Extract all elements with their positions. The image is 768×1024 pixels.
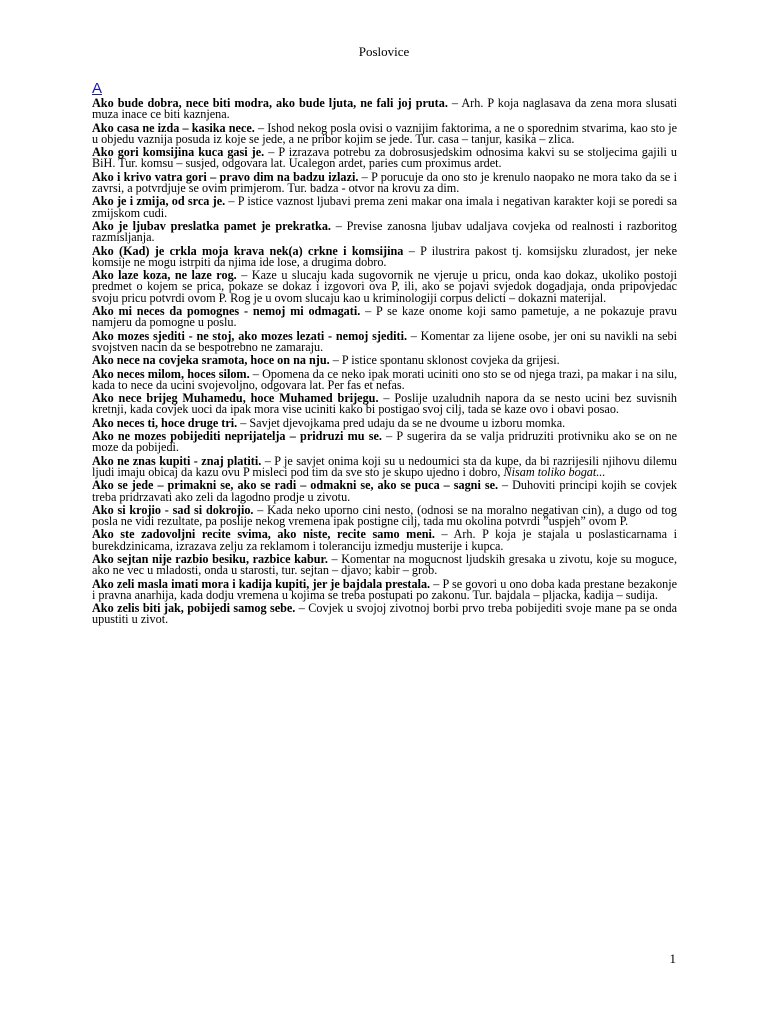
proverb-phrase: Ako neces milom, hoces silom.: [92, 366, 250, 381]
proverb-phrase: Ako je i zmija, od srca je.: [92, 194, 226, 209]
proverb-explanation: – Arh. P koja naglasava da zena mora slusati muza inace ce biti kaznjena.: [92, 96, 677, 122]
proverb-entry: [92, 243, 677, 269]
proverb-explanation: – P se govori u ono doba kada prestane bezakonje i pravna anarhija, kada dodju vremena u kojima se treba postupati po zakonu. Tur. bajdala – pljacka, kadija – sudija.: [92, 576, 677, 602]
proverb-explanation: – Komentar za lijene osobe, jer oni su navikli na sebi svojstven nacin da se bespotrebno ne zamaraju.: [92, 328, 677, 354]
proverb-entry: [92, 303, 677, 330]
proverb-explanation: – Poslije uzaludnih napora da se nesto ucini bez suvisnih kretnji, kada covjek uoci da ipak mora vise uciniti kako bi postigao svoj cilj, tada se kaze ovo i obavi posao.: [92, 391, 677, 417]
proverb-entry: [92, 529, 677, 551]
proverb-entry: [92, 502, 677, 529]
section-letter-link[interactable]: A: [92, 80, 103, 97]
page-number: 1: [669, 951, 676, 966]
proverb-explanation: – P ilustrira pakost tj. komsijsku zluradost, jer neke komsije ne mogu istrpiti da njima ide lose, a drugima dobro.: [92, 243, 677, 269]
proverb-phrase: Ako laze koza, ne laze rog.: [92, 268, 237, 283]
proverb-phrase: Ako i krivo vatra gori – pravo dim na badzu izlazi.: [92, 169, 359, 184]
proverb-phrase: Ako ne znas kupiti - znaj platiti.: [92, 453, 262, 468]
proverb-phrase: Ako ste zadovoljni recite svima, ako niste, recite samo meni.: [92, 527, 435, 542]
proverb-phrase: Ako (Kad) je crkla moja krava nek(a) crkne i komsijina: [92, 243, 404, 258]
proverb-phrase: Ako se jede – primakni se, ako se radi – odmakni se, ako se puca – sagni se.: [92, 478, 499, 493]
proverb-explanation: – P je savjet onima koji su u nedoumici sta da kupe, da bi razrijesili njihovu dilemu ljudi imaju obicaj da kazu ovu P misleci pod tim da sve sto je skupo ujedno i dobro,: [92, 453, 677, 479]
proverb-phrase: Ako bude dobra, nece biti modra, ako bude ljuta, ne fali joj pruta.: [92, 96, 448, 110]
proverb-entry: [92, 328, 677, 354]
proverb-entry: [92, 554, 677, 576]
proverb-phrase: Ako nece na covjeka sramota, hoce on na nju.: [92, 353, 330, 368]
proverb-explanation: – P se kaze onome koji samo pametuje, a ne pokazuje pravu namjeru da pomogne u poslu.: [92, 303, 677, 330]
proverb-italic-note: Nisam toliko bogat...: [503, 464, 606, 479]
proverb-entry: [92, 453, 677, 479]
proverb-entry: [92, 147, 677, 169]
proverb-entry: [92, 169, 677, 195]
proverb-phrase: Ako sejtan nije razbio besiku, razbice kabur.: [92, 552, 328, 567]
proverb-entry: [92, 270, 677, 304]
proverb-phrase: Ako gori komsijina kuca gasi je.: [92, 145, 265, 160]
proverb-explanation: – Savjet djevojkama pred udaju da se ne dvoume u izboru momka.: [237, 415, 566, 430]
proverb-explanation: – Kada neko uporno cini nesto, (odnosi se na moralno negativan cin), a dugo od tog posla ne vidi rezultate, pa poslije nekog vremena ipak postigne cilj, tada mu okolina potvrdi ”uspjeh” ovom P.: [92, 502, 677, 529]
proverb-phrase: Ako si krojio - sad si dokrojio.: [92, 502, 254, 517]
proverb-explanation: – Duhoviti principi kojih se covjek treba pridrzavati ako zeli da lagodno prodje u zivotu.: [92, 478, 677, 504]
entries-container: [92, 98, 677, 626]
proverb-explanation: – Opomena da ce neko ipak morati uciniti ono sto se od njega trazi, pa makar i na silu, kada to nece da ucini svojevoljno, odgovara lat. Per fas et nefas.: [92, 366, 677, 392]
proverb-phrase: Ako mozes sjediti - ne stoj, ako mozes lezati - nemoj sjediti.: [92, 328, 408, 343]
proverb-entry: [92, 366, 677, 392]
proverb-phrase: Ako ne mozes pobijediti neprijatelja – pridruzi mu se.: [92, 429, 382, 444]
proverb-explanation: – Komentar na mogucnost ljudskih gresaka u zivotu, koje su moguce, ako ne vec u mladosti, onda u starosti, tur. sejtan – djavo; kabir – grob.: [92, 552, 678, 578]
proverb-explanation: – P izrazava potrebu za dobrosusjedskim odnosima kakvi su se stoljecima gajili u BiH. Tur. komsu – susjed, odgovara lat. Ucalegon ardet, paries cum proximus ardet.: [92, 145, 677, 171]
proverb-phrase: Ako zelis biti jak, pobijedi samog sebe.: [92, 601, 296, 616]
proverb-phrase: Ako casa ne izda – kasika nece.: [92, 120, 255, 135]
proverb-entry: [92, 98, 677, 120]
proverb-entry: [92, 576, 677, 602]
proverb-entry: [92, 355, 677, 366]
proverb-entry: [92, 480, 677, 502]
proverb-explanation: – P porucuje da ono sto je krenulo naopako ne mora tako da se i zavrsi, a potvrdjuje se ovim primjerom. Tur. badza - otvor na krovu za dim.: [92, 169, 677, 195]
proverb-explanation: – P sugerira da se valja pridruziti protivniku ako se on ne moze da pobijedi.: [92, 429, 677, 455]
proverb-phrase: Ako je ljubav preslatka pamet je prekratka.: [92, 218, 331, 233]
proverb-explanation: – P istice vaznost ljubavi prema zeni makar ona imala i negativan karakter koji se poredi sa zmijskom cudi.: [92, 194, 677, 220]
proverbs-list: [92, 81, 677, 628]
proverb-explanation: – P istice spontanu sklonost covjeka da grijesi.: [329, 353, 560, 368]
proverb-entry: [92, 415, 677, 430]
proverb-phrase: Ako mi neces da pomognes - nemoj mi odmagati.: [92, 303, 361, 318]
proverb-phrase: Ako nece brijeg Muhamedu, hoce Muhamed brijegu.: [92, 391, 379, 406]
page-header-title: Poslovice: [358, 44, 410, 59]
proverb-explanation: – Ishod nekog posla ovisi o vaznijim faktorima, a ne o sporednim stvarima, kao sto je u objedu vaznija posuda iz koje se jede, a ne pribor kojim se jede. Tur. casa – tanjur, kasika – zlica.: [92, 120, 678, 146]
proverb-explanation: – Arh. P koja je stajala u poslasticarnama i burekdzinicama, izrazava zelju za reklamom i toleranciju izmedju musterije i kupca.: [92, 527, 677, 553]
proverb-entry: [92, 196, 677, 218]
proverb-entry: [92, 120, 678, 146]
proverb-entry: [92, 393, 677, 415]
proverb-explanation: – Covjek u svojoj zivotnoj borbi prvo treba pobijediti svoje mane pa se onda upustiti u zivot.: [92, 601, 677, 627]
proverb-explanation: – Previse zanosna ljubav udaljava covjeka od realnosti i razboritog razmisljanja.: [92, 218, 677, 245]
proverb-entry: [92, 431, 677, 453]
proverb-phrase: Ako zeli masla imati mora i kadija kupiti, jer je bajdala prestala.: [92, 576, 431, 591]
proverb-explanation: – Kaze u slucaju kada sugovornik ne vjeruje u pricu, onda kao dokaz, ukoliko postoji predmet o kojem se prica, pokaze se dokaz i izgovori ova P, ili, ako se pojavi svjedok dogadjaja, onda pripovjedac svoju pricu potvrdi ovom P. Rog je u ovom slucaju kao u kriminologiji corpus delicti – dokazni materijal.: [92, 268, 677, 305]
proverb-phrase: Ako neces ti, hoce druge tri.: [92, 415, 238, 430]
proverb-entry: [92, 218, 677, 245]
proverb-entry: [92, 603, 677, 625]
